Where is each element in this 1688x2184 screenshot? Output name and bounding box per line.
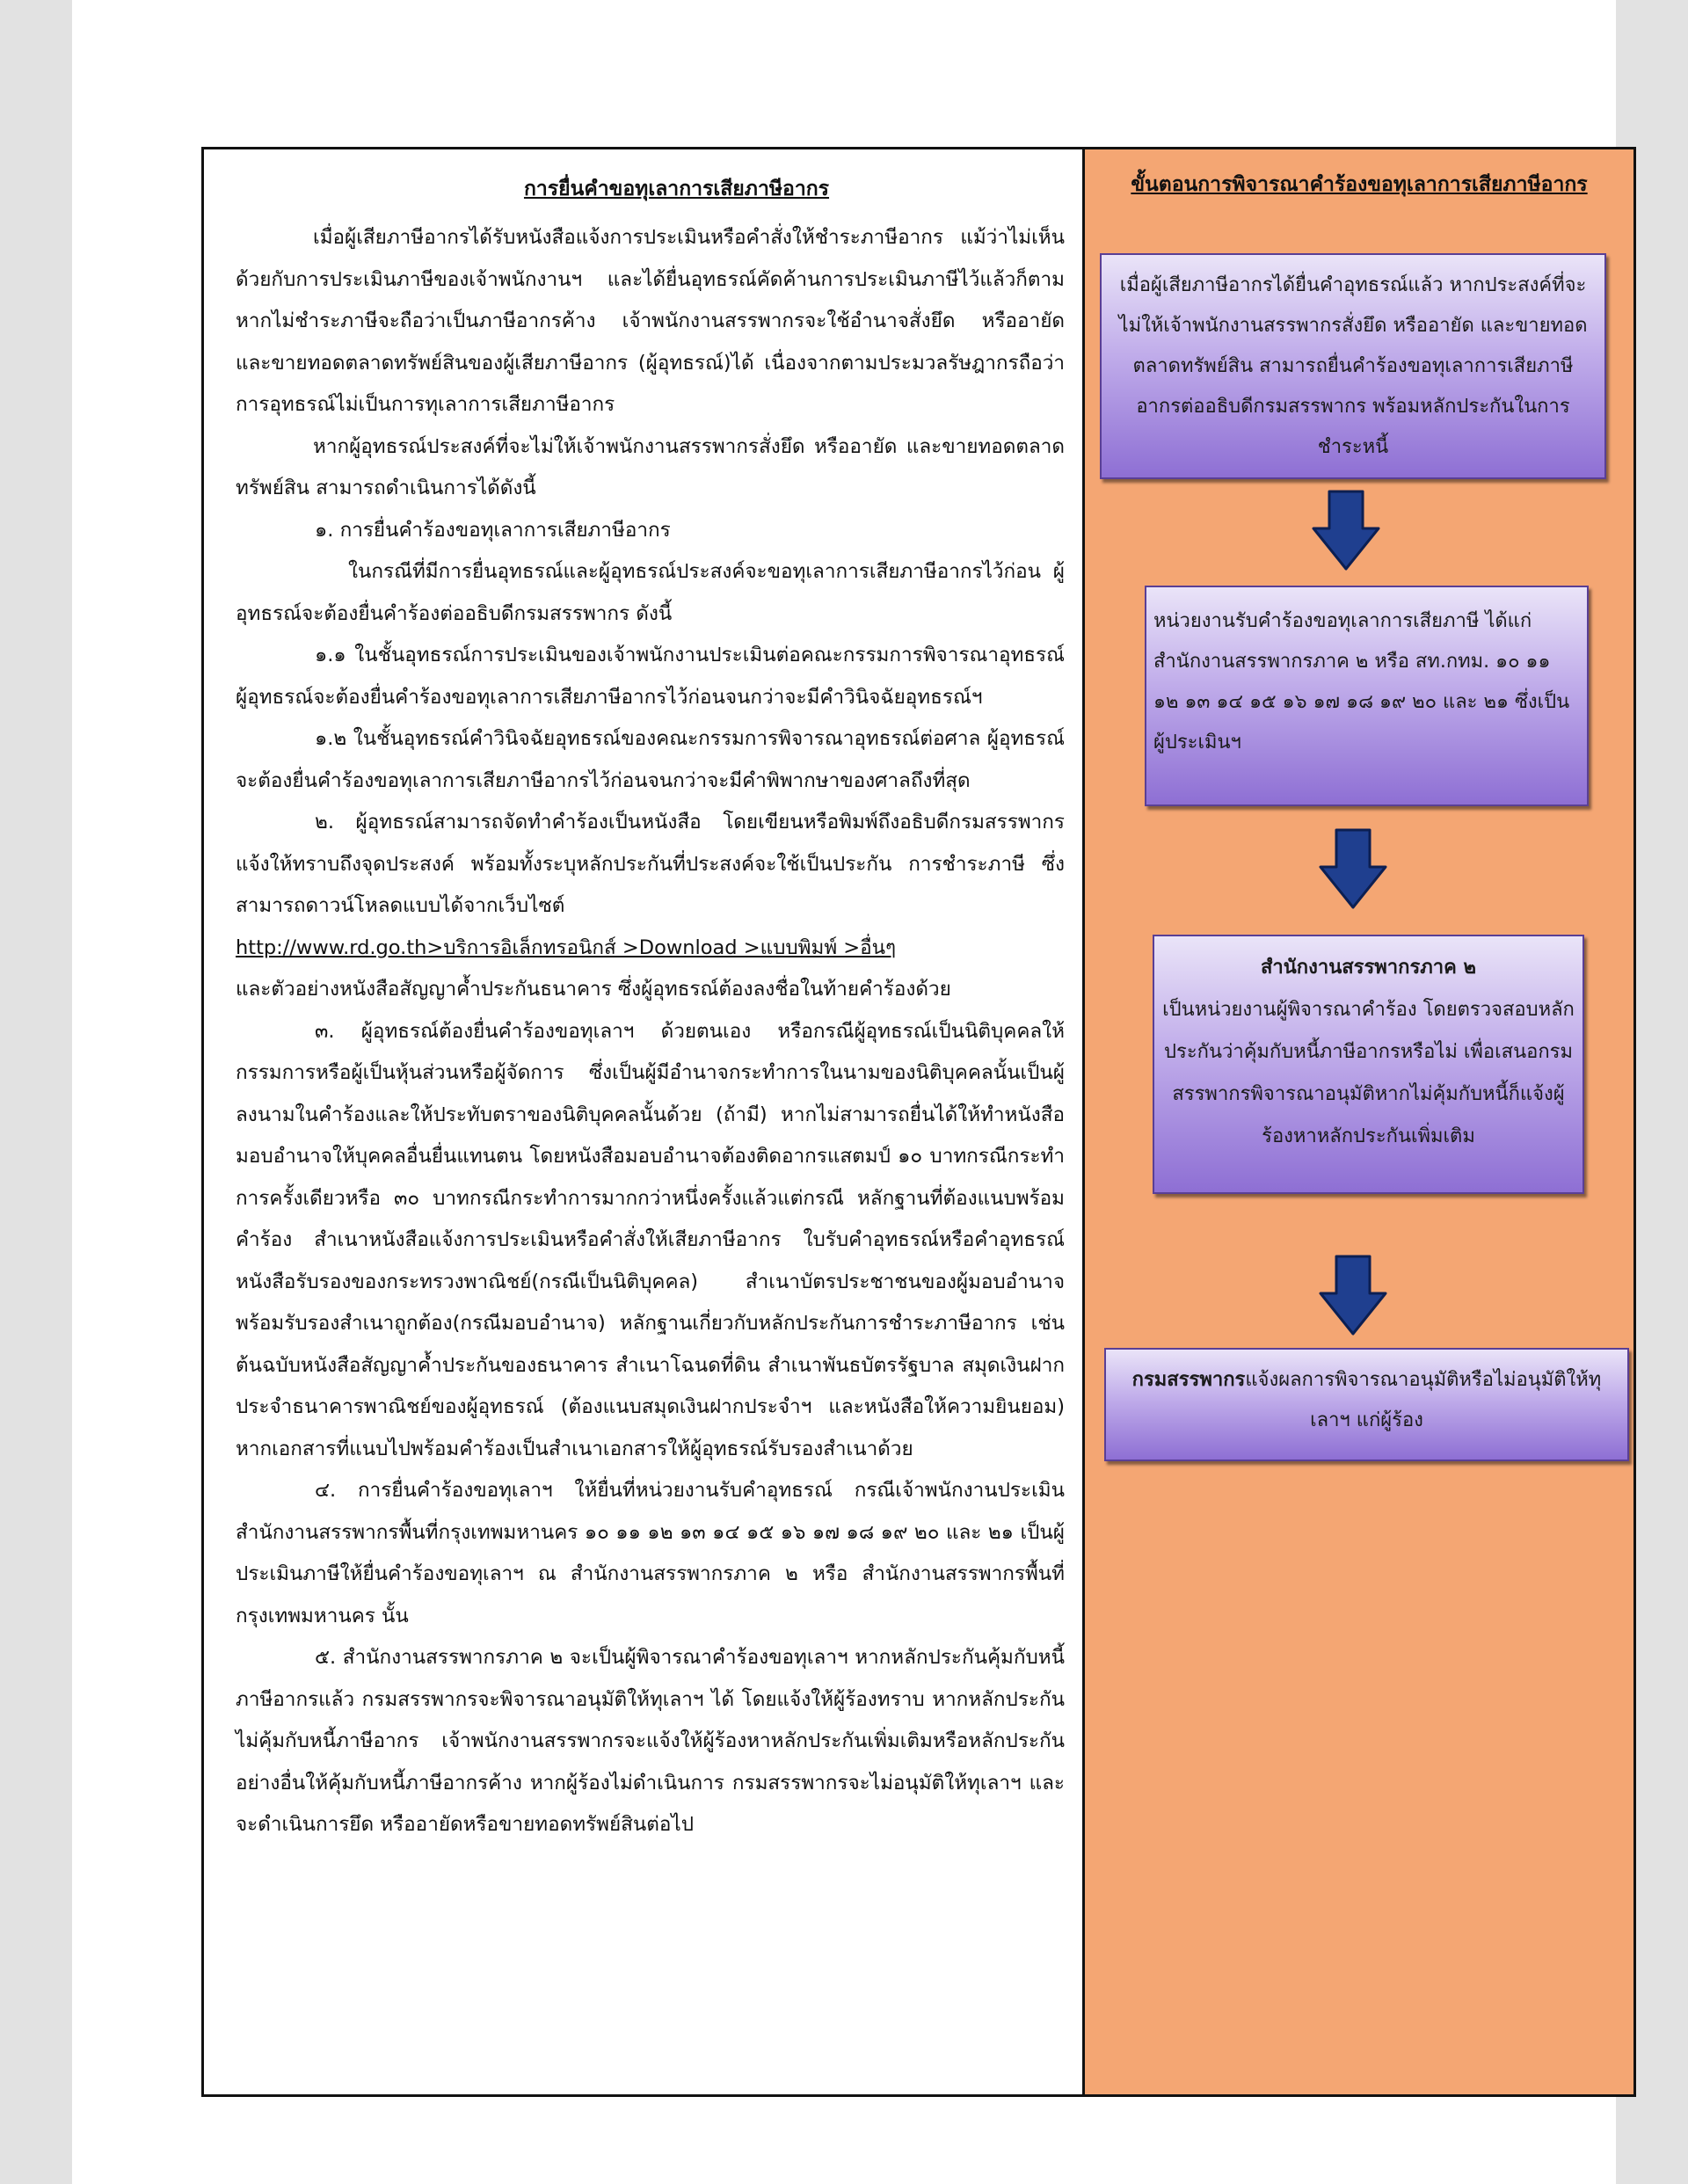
paragraph-section-1-body: ในกรณีที่มีการยื่นอุทธรณ์และผู้อุทธรณ์ประสงค์จะขอทุเลาการเสียภาษีอากรไว้ก่อน ผู้อุทธรณ์จะต้องยื่นคำร้องต่ออธิบดีกรมสรรพากร ดังนี้ xyxy=(236,560,1065,625)
step-box-3 xyxy=(1153,935,1584,1194)
step-box-1 xyxy=(1100,253,1606,479)
step-box-1-text: เมื่อผู้เสียภาษีอากรได้ยื่นคำอุทธรณ์แล้ว หากประสงค์ที่จะไม่ให้เจ้าพนักงานสรรพากรสั่งยึด หรืออายัด และขายทอดตลาดทรัพย์สิน สามารถยื่นคำร้องขอทุเลาการเสียภาษีอากรต่ออธิบดีกรมสรรพากร พร้อมหลักประกันในการชำระหนี้ xyxy=(1118,274,1588,458)
step-box-2-text: หน่วยงานรับคำร้องขอทุเลาการเสียภาษี ได้แก่ สำนักงานสรรพากรภาค ๒ หรือ สท.กทม. ๑๐ ๑๑ ๑๒ ๑๓ ๑๔ ๑๕ ๑๖ ๑๗ ๑๘ ๑๙ ๒๐ และ ๒๑ ซึ่งเป็นผู้ประเมินฯ xyxy=(1153,610,1570,753)
paragraph-after-link: และตัวอย่างหนังสือสัญญาค้ำประกันธนาคาร ซึ่งผู้อุทธรณ์ต้องลงชื่อในท้ายคำร้องด้วย xyxy=(236,978,951,1001)
right-column xyxy=(1085,149,1633,2094)
paragraph-section-3: ๓. ผู้อุทธรณ์ต้องยื่นคำร้องขอทุเลาฯ ด้วยตนเอง หรือกรณีผู้อุทธรณ์เป็นนิติบุคคลให้กรรมการหรือผู้เป็นหุ้นส่วนหรือผู้จัดการ ซึ่งเป็นผู้มีอำนาจกระทำการในนามของนิติบุคคลนั้นเป็นผู้ลงนามในคำร้องและให้ประทับตราของนิติบุคคลนั้นด้วย (ถ้ามี) หากไม่สามารถยื่นได้ให้ทำหนังสือมอบอำนาจให้บุคคลอื่นยื่นแทนตน โดยหนังสือมอบอำนาจต้องติดอากรแสตมป์ ๑๐ บาทกรณีกระทำการครั้งเดียวหรือ ๓๐ บาทกรณีกระทำการมากกว่าหนึ่งครั้งแล้วแต่กรณี หลักฐานที่ต้องแนบพร้อมคำร้อง สำเนาหนังสือแจ้งการประเมินหรือคำสั่งให้เสียภาษีอากร ใบรับคำอุทธรณ์หรือคำอุทธรณ์ หนังสือรับรองของกระทรวงพาณิชย์(กรณีเป็นนิติบุคคล) สำเนาบัตรประชาชนของผู้มอบอำนาจพร้อมรับรองสำเนาถูกต้อง(กรณีมอบอำนาจ) หลักฐานเกี่ยวกับหลักประกันการชำระภาษีอากร เช่น ต้นฉบับหนังสือสัญญาค้ำประกันของธนาคาร สำเนาโฉนดที่ดิน สำเนาพันธบัตรรัฐบาล สมุดเงินฝากประจำธนาคารพาณิชย์ของผู้อุทธรณ์ (ต้องแนบสมุดเงินฝากประจำฯ และหนังสือให้ความยินยอม) หากเอกสารที่แนบไปพร้อมคำร้องเป็นสำเนาเอกสารให้ผู้อุทธรณ์รับรองสำเนาด้วย xyxy=(236,1019,1065,1460)
paragraph-section-2: ๒. ผู้อุทธรณ์สามารถจัดทำคำร้องเป็นหนังสือ โดยเขียนหรือพิมพ์ถึงอธิบดีกรมสรรพากร แจ้งให้ทราบถึงจุดประสงค์ พร้อมทั้งระบุหลักประกันที่ประสงค์จะใช้เป็นประกัน การชำระภาษี ซึ่งสามารถดาวน์โหลดแบบได้จากเว็บไซต์ xyxy=(236,811,1065,917)
document-page xyxy=(72,0,1616,2184)
arrow-down-icon xyxy=(1317,1253,1389,1337)
download-link-line xyxy=(236,928,1065,970)
right-title: ขั้นตอนการพิจารณาคำร้องขอทุเลาการเสียภาษีอากร xyxy=(1131,173,1588,196)
content-frame xyxy=(201,147,1636,2097)
download-link[interactable]: http://www.rd.go.th>บริการอิเล็กทรอนิกส์ >Download >แบบพิมพ์ >อื่นๆ xyxy=(236,935,897,959)
step-box-4-text: แจ้งผลการพิจารณาอนุมัติหรือไม่อนุมัติให้ทุเลาฯ แก่ผู้ร้อง xyxy=(1245,1369,1602,1431)
arrow-down-icon xyxy=(1310,488,1382,572)
arrow-down-icon xyxy=(1317,826,1389,911)
step-box-3-heading: สำนักงานสรรพากรภาค ๒ xyxy=(1260,957,1477,979)
paragraph-section-1: ๑. การยื่นคำร้องขอทุเลาการเสียภาษีอากร xyxy=(315,518,671,542)
left-column xyxy=(204,149,1085,2094)
step-box-4-org: กรมสรรพากร xyxy=(1131,1369,1246,1391)
step-box-2 xyxy=(1145,586,1589,806)
step-box-4 xyxy=(1104,1348,1629,1461)
paragraph-intro: เมื่อผู้เสียภาษีอากรได้รับหนังสือแจ้งการประเมินหรือคำสั่งให้ชำระภาษีอากร แม้ว่าไม่เห็นด้วยกับการประเมินภาษีของเจ้าพนักงานฯ และได้ยื่นอุทธรณ์คัดค้านการประเมินภาษีไว้แล้วก็ตาม หากไม่ชำระภาษีจะถือว่าเป็นภาษีอากรค้าง เจ้าพนักงานสรรพากรจะใช้อำนาจสั่งยึด หรืออายัด และขายทอดตลาดทรัพย์สินของผู้เสียภาษีอากร (ผู้อุทธรณ์)ได้ เนื่องจากตามประมวลรัษฎากรถือว่าการอุทธรณ์ไม่เป็นการทุเลาการเสียภาษีอากร xyxy=(236,226,1065,416)
paragraph-section-5: ๕. สำนักงานสรรพากรภาค ๒ จะเป็นผู้พิจารณาคำร้องขอทุเลาฯ หากหลักประกันคุ้มกับหนี้ภาษีอากรแล้ว กรมสรรพากรจะพิจารณาอนุมัติให้ทุเลาฯ ได้ โดยแจ้งให้ผู้ร้องทราบ หากหลักประกันไม่คุ้มกับหนี้ภาษีอากร เจ้าพนักงานสรรพากรจะแจ้งให้ผู้ร้องหาหลักประกันเพิ่มเติมหรือหลักประกันอย่างอื่นให้คุ้มกับหนี้ภาษีอากรค้าง หากผู้ร้องไม่ดำเนินการ กรมสรรพากรจะไม่อนุมัติให้ทุเลาฯ และจะดำเนินการยึด หรืออายัดหรือขายทอดทรัพย์สินต่อไป xyxy=(236,1646,1065,1836)
paragraph-section-1-2: ๑.๒ ในชั้นอุทธรณ์คำวินิจฉัยอุทธรณ์ของคณะกรรมการพิจารณาอุทธรณ์ต่อศาล ผู้อุทธรณ์จะต้องยื่นคำร้องขอทุเลาการเสียภาษีอากรไว้ก่อนจนกว่าจะมีคำพิพากษาของศาลถึงที่สุด xyxy=(236,727,1065,792)
paragraph-section-1-1: ๑.๑ ในชั้นอุทธรณ์การประเมินของเจ้าพนักงานประเมินต่อคณะกรรมการพิจารณาอุทธรณ์ ผู้อุทธรณ์จะต้องยื่นคำร้องขอทุเลาการเสียภาษีอากรไว้ก่อนจนกว่าจะมีคำวินิจฉัยอุทธรณ์ฯ xyxy=(236,644,1065,709)
paragraph-section-4: ๔. การยื่นคำร้องขอทุเลาฯ ให้ยื่นที่หน่วยงานรับคำอุทธรณ์ กรณีเจ้าพนักงานประเมินสำนักงานสรรพากรพื้นที่กรุงเทพมหานคร ๑๐ ๑๑ ๑๒ ๑๓ ๑๔ ๑๕ ๑๖ ๑๗ ๑๘ ๑๙ ๒๐ และ ๒๑ เป็นผู้ประเมินภาษีให้ยื่นคำร้องขอทุเลาฯ ณ สำนักงานสรรพากรภาค ๒ หรือ สำนักงานสรรพากรพื้นที่กรุงเทพมหานคร นั้น xyxy=(236,1479,1065,1627)
step-box-3-text: เป็นหน่วยงานผู้พิจารณาคำร้อง โดยตรวจสอบหลักประกันว่าคุ้มกับหนี้ภาษีอากรหรือไม่ เพื่อเสนอกรมสรรพากรพิจารณาอนุมัติหากไม่คุ้มกับหนี้ก็แจ้งผู้ร้องหาหลักประกันเพิ่มเติม xyxy=(1162,999,1575,1147)
left-title: การยื่นคำขอทุเลาการเสียภาษีอากร xyxy=(523,178,830,200)
paragraph-options: หากผู้อุทธรณ์ประสงค์ที่จะไม่ให้เจ้าพนักงานสรรพากรสั่งยึด หรืออายัด และขายทอดตลาดทรัพย์สิน สามารถดำเนินการได้ดังนี้ xyxy=(236,434,1065,499)
